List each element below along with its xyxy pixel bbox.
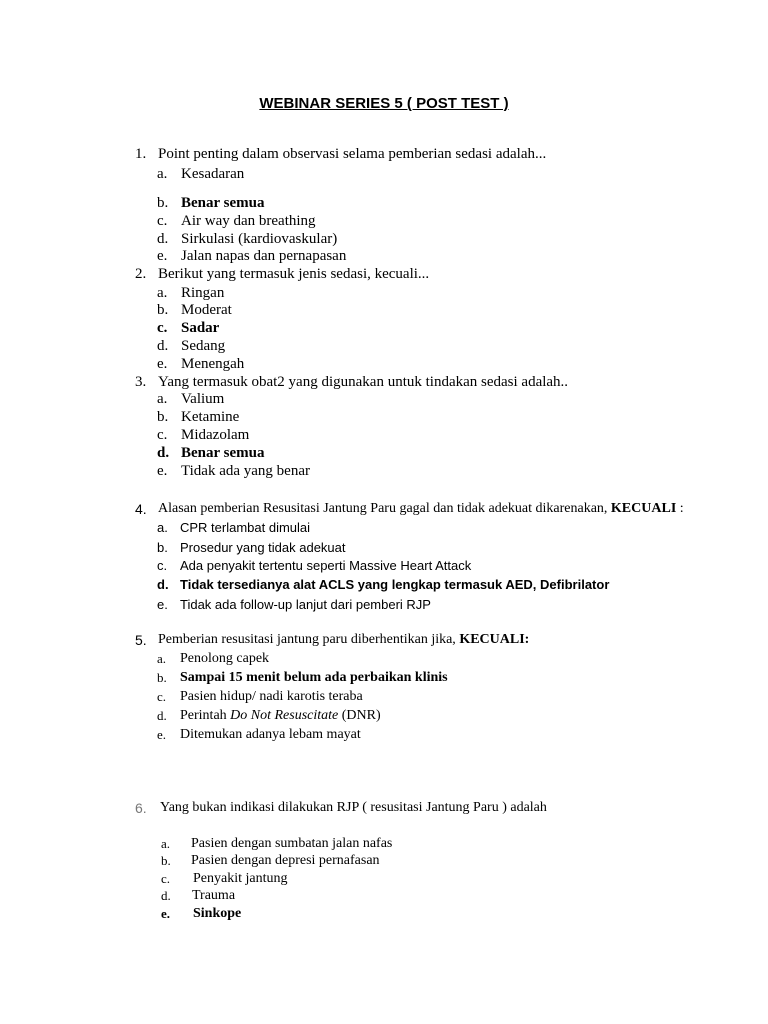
option-letter: e. [157,727,167,742]
question-text: Yang bukan indikasi dilakukan RJP ( resusitasi Jantung Paru ) adalah [160,800,547,815]
option-letter: c. [157,689,167,704]
option-text: Sampai 15 menit belum ada perbaikan klinis [180,670,448,685]
option-letter: a. [157,520,168,535]
option-letter: b. [161,853,171,868]
question-text: Pemberian resusitasi jantung paru diberhentikan jika, [158,632,456,647]
question-number: 6. [135,800,147,816]
option-text: Tidak ada follow-up lanjut dari pemberi RJP [180,597,431,612]
option-letter: e. [157,356,168,372]
option-suffix: (DNR) [341,708,381,723]
question-text: Yang termasuk obat2 yang digunakan untuk tindakan sedasi adalah.. [158,374,569,390]
option-text: Menengah [181,356,245,372]
option-text: Tidak tersedianya alat ACLS yang lengkap termasuk AED, Defibrilator [180,577,610,592]
option-text: Sadar [181,320,220,336]
option-letter: c. [157,320,168,336]
question-text: Alasan pemberian Resusitasi Jantung Paru gagal dan tidak adekuat dikarenakan, [158,501,608,516]
option-text: Benar semua [181,195,265,211]
option-text: Tidak ada yang benar [181,463,310,479]
option-letter: a. [161,836,171,851]
question-emphasis: KECUALI [610,501,677,516]
option-text: Penolong capek [180,651,270,666]
option-letter: d. [157,231,169,247]
option-text: Ditemukan adanya lebam mayat [180,727,361,742]
question-number: 5. [135,632,147,648]
option-letter: b. [157,670,167,685]
question-number: 2. [135,266,147,282]
option-letter: d. [157,338,169,354]
option-text: Midazolam [181,427,250,443]
option-letter: c. [157,213,168,229]
option-letter: a. [157,651,167,666]
option-text: Sedang [181,338,226,354]
option-text: Jalan napas dan pernapasan [181,248,347,264]
option-text: Pasien dengan sumbatan jalan nafas [191,836,393,851]
option-letter: a. [157,166,168,182]
option-letter: d. [161,888,171,903]
option-text: Kesadaran [181,166,245,182]
question-suffix: : [676,501,684,516]
option-letter: e. [157,248,168,264]
option-letter: d. [157,708,167,723]
option-letter: c. [157,427,168,443]
option-text: Air way dan breathing [181,213,316,229]
option-text: Valium [181,391,225,407]
option-italic: Do Not Resuscitate [230,708,339,723]
question-text: Point penting dalam observasi selama pemberian sedasi adalah... [158,146,547,162]
option-letter: b. [157,540,168,555]
option-text: Perintah [180,708,227,723]
option-text: Trauma [192,888,236,903]
option-letter: a. [157,391,168,407]
option-text: Penyakit jantung [193,871,288,886]
option-letter: b. [157,195,169,211]
option-letter: e. [157,463,168,479]
question-text: Berikut yang termasuk jenis sedasi, kecuali... [158,266,430,282]
option-text: Sirkulasi (kardiovaskular) [181,231,338,247]
page-title: WEBINAR SERIES 5 ( POST TEST ) [259,95,509,112]
option-letter: d. [157,577,169,592]
option-text: Prosedur yang tidak adekuat [180,540,346,555]
question-number: 3. [135,374,147,390]
option-text: Pasien dengan depresi pernafasan [191,853,380,868]
option-text: Ada penyakit tertentu seperti Massive Heart Attack [180,558,472,573]
option-letter: e. [157,597,168,612]
option-text: Pasien hidup/ nadi karotis teraba [180,689,363,704]
option-text: Benar semua [181,445,265,461]
option-text: Moderat [181,302,232,318]
option-letter: d. [157,445,170,461]
option-text: Ketamine [181,409,240,425]
option-letter: b. [157,302,169,318]
option-text: Sinkope [193,906,242,921]
option-text: Ringan [181,285,225,301]
option-letter: b. [157,409,169,425]
option-text: CPR terlambat dimulai [180,520,311,535]
option-letter: c. [161,871,171,886]
question-emphasis: KECUALI: [459,632,530,647]
question-number: 4. [135,501,147,517]
option-letter: e. [161,906,171,921]
option-letter: a. [157,285,168,301]
question-number: 1. [135,146,147,162]
option-letter: c. [157,558,168,573]
